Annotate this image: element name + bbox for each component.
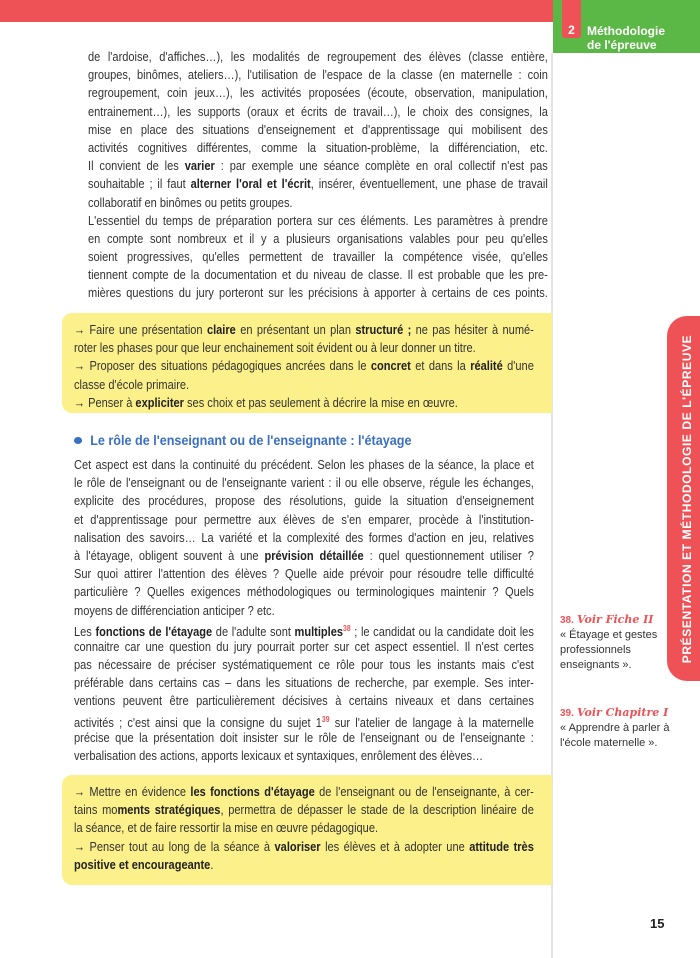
- text-line: [74, 638, 534, 656]
- text-line: [74, 674, 534, 692]
- text-segment: tains mo: [74, 802, 118, 818]
- text-segment: mières questions du jury porteront sur les précisions à apporter à certains de ces points.: [88, 285, 548, 301]
- footnote-marker: 38: [343, 623, 351, 633]
- text-line: [88, 121, 548, 139]
- text-line: [74, 711, 534, 729]
- text-segment: d'une: [502, 358, 534, 374]
- text-segment: le rôle de l'enseignant ou de l'enseignante varient : il ou elle observe, régule les échanges,: [74, 475, 534, 491]
- text-segment: connaitre car une question du jury pourrait porter sur cet aspect essentiel. Il n'est certes: [74, 638, 534, 654]
- text-line: [74, 729, 534, 747]
- text-segment: particulière ? Quelles exigences méthodologiques ou terminologiques maintenir ? Quels: [74, 584, 534, 600]
- text-segment: ; le candidat ou la candidate doit les: [350, 623, 534, 639]
- emphasis-text: concret: [370, 358, 411, 374]
- text-segment: Les: [74, 623, 96, 639]
- text-line: [74, 656, 534, 674]
- emphasis-text: multiples: [294, 623, 344, 639]
- page-number: 15: [650, 916, 665, 931]
- text-segment: verbalisation des actions, apports lexicaux et syntaxiques, enrôlement des élèves…: [74, 748, 484, 763]
- text-line: [88, 212, 548, 230]
- text-line: [74, 783, 534, 801]
- text-line: [88, 248, 548, 266]
- text-segment: pas nécessaire de préciser systématiquement ce rôle pour tous les instants mais c'est: [74, 657, 534, 673]
- text-segment: soient progressives, qu'elles permettent de travailler la compétence visée, qu'elles: [88, 249, 548, 265]
- emphasis-text: varier: [184, 158, 215, 174]
- emphasis-text: réalité: [470, 358, 503, 374]
- text-line: [88, 194, 548, 212]
- text-segment: de l'adulte sont: [212, 623, 295, 639]
- text-segment: et d'apprentissage pour permettre aux élèves de s'en emparer, procède à l'institution-: [74, 511, 534, 527]
- emphasis-text: prévision détaillée: [264, 547, 364, 563]
- text-segment: → Faire une présentation: [74, 322, 207, 337]
- text-segment: , insérer, éventuellement, une phase de travail: [310, 176, 548, 192]
- chapter-number: 2: [562, 0, 581, 38]
- text-segment: activités cognitives différentes, comme la situation-problème, la différenciation, etc.: [88, 139, 548, 155]
- text-line: [74, 602, 534, 620]
- text-segment: explicite des procédures, propose des résolutions, guide la situation d'enseignement: [74, 493, 534, 509]
- text-segment: les élèves et à adopter une: [320, 838, 470, 854]
- note-text: « Apprendre à parler à l'école maternelle ».: [560, 722, 670, 749]
- intro-paragraphs: [88, 48, 629, 303]
- emphasis-text: claire: [206, 322, 236, 337]
- text-segment: regroupement, coin jeux…), les activités proposées (écoute, observation, manipulation,: [88, 85, 548, 101]
- bullet-icon: [74, 437, 82, 444]
- text-line: [88, 266, 548, 284]
- text-line: [74, 321, 534, 339]
- text-line: [88, 84, 548, 102]
- chapter-title-line2: de l'épreuve: [587, 38, 657, 52]
- note-number: 38.: [560, 615, 574, 626]
- emphasis-text: ments stratégiques: [117, 802, 221, 818]
- text-line: [88, 139, 548, 157]
- text-line: [88, 157, 548, 175]
- chapter-title-line1: Méthodologie: [587, 24, 665, 38]
- section-side-tab: [667, 316, 700, 681]
- text-segment: Il convient de les: [88, 158, 185, 174]
- text-segment: L'essentiel du temps de préparation portera sur ces éléments. Les paramètres à prendre: [88, 212, 548, 228]
- text-line: [88, 284, 548, 302]
- top-color-bar: [0, 0, 553, 22]
- section-heading: [74, 432, 411, 448]
- text-line: [74, 492, 534, 510]
- text-line: [74, 474, 534, 492]
- text-segment: ne pas hésiter à numé-: [411, 322, 534, 337]
- emphasis-text: structuré ;: [355, 322, 412, 337]
- text-segment: collaboratif en binômes ou petits groupes.: [88, 194, 293, 210]
- text-segment: préférable dans certains cas – dans les situations de recherche, par exemple. Ses inter-: [74, 675, 534, 691]
- text-segment: à l'étayage, obligent souvent à une: [74, 547, 265, 563]
- text-segment: moyens de différenciation anticiper ? etc.: [74, 602, 275, 618]
- text-segment: en compte sont nombreux et il y a plusieurs organisations valables pour peu qu'elles: [88, 230, 548, 246]
- text-segment: souhaitable ; il faut: [88, 176, 191, 192]
- text-segment: classe d'école primaire.: [74, 376, 190, 392]
- text-line: [74, 357, 534, 375]
- text-segment: de l'enseignant ou de l'enseignante, à cer-: [314, 784, 534, 799]
- margin-note-38: [560, 612, 670, 673]
- text-line: [74, 394, 534, 412]
- text-segment: Cet aspect est dans la continuité du précédent. Selon les phases de la séance, la place et: [74, 457, 534, 472]
- emphasis-text: positive et encourageante: [74, 856, 211, 872]
- text-segment: ses choix et pas seulement à décrire la mise en œuvre.: [183, 394, 458, 410]
- text-line: [88, 48, 548, 66]
- side-tab-label: PRÉSENTATION ET MÉTHODOLOGIE DE L'ÉPREUVE: [680, 334, 694, 663]
- note-reference-link[interactable]: Voir Fiche II: [576, 613, 654, 626]
- text-line: [74, 838, 534, 856]
- emphasis-text: valoriser: [274, 838, 321, 854]
- emphasis-text: les fonctions d'étayage: [190, 784, 315, 799]
- body-paragraphs: [74, 456, 615, 765]
- text-line: [74, 692, 534, 710]
- footnote-marker: 39: [321, 714, 330, 724]
- text-segment: Sur quoi attirer l'attention des élèves ? Quelle aide prévoir pour résoudre telle difficulté: [74, 566, 534, 582]
- text-segment: .: [210, 856, 214, 872]
- text-line: [74, 620, 534, 638]
- text-segment: tiennent compte de la documentation et du niveau de classe. Il est probable que les pre-: [88, 267, 548, 283]
- text-segment: mise en place des situations d'enseignement et d'apprentissage qui mobilisent des: [88, 121, 548, 137]
- text-line: [74, 547, 534, 565]
- text-line: [88, 66, 548, 84]
- text-line: [88, 175, 548, 193]
- text-segment: : quel questionnement utiliser ?: [363, 547, 534, 563]
- text-line: [74, 856, 534, 874]
- note-number: 39.: [560, 708, 574, 719]
- text-segment: la séance, et de faire ressortir la mise en œuvre pédagogique.: [74, 820, 379, 836]
- text-line: [74, 583, 534, 601]
- text-segment: de l'ardoise, d'affiches…), les modalités de regroupement des élèves (classe entière,: [88, 49, 548, 64]
- emphasis-text: fonctions de l'étayage: [95, 623, 213, 639]
- text-segment: roter les phases pour que leur enchainement soit évident ou à leur donner un titre.: [74, 340, 476, 356]
- text-segment: précise que la présentation doit insister sur le rôle de l'enseignant ou de l'enseignante :: [74, 729, 534, 745]
- text-segment: → Penser tout au long de la séance à: [74, 838, 275, 854]
- emphasis-text: alterner l'oral et l'écrit: [190, 176, 311, 192]
- text-segment: → Mettre en évidence: [74, 784, 191, 799]
- text-line: [74, 376, 534, 394]
- note-reference-link[interactable]: Voir Chapitre I: [576, 706, 669, 719]
- text-line: [74, 529, 534, 547]
- text-line: [74, 801, 534, 819]
- text-segment: et dans la: [410, 358, 471, 374]
- text-line: [74, 511, 534, 529]
- tips-list-1: [74, 321, 615, 412]
- text-segment: entrainement…), les supports (oraux et écrits de travail…), le choix des consignes, la: [88, 103, 548, 119]
- text-segment: sur l'atelier de langage à la maternelle: [329, 714, 534, 730]
- text-segment: activités ; c'est ainsi que la consigne du sujet 1: [74, 714, 322, 730]
- text-line: [74, 339, 534, 357]
- note-text: « Étayage et gestes professionnels enseignants ».: [560, 629, 658, 671]
- text-line: [74, 819, 534, 837]
- emphasis-text: expliciter: [135, 394, 184, 410]
- text-segment: : par exemple une séance complète en oral collectif n'est pas: [214, 158, 548, 174]
- emphasis-text: attitude très: [469, 838, 534, 854]
- text-segment: → Proposer des situations pédagogiques ancrées dans le: [74, 358, 371, 374]
- text-line: [88, 230, 548, 248]
- text-line: [74, 565, 534, 583]
- text-segment: groupes, binômes, ateliers…), l'utilisation de l'espace de la classe (en maternelle : coin: [88, 67, 548, 83]
- text-line: [88, 103, 548, 121]
- section-heading-text: Le rôle de l'enseignant ou de l'enseignante : l'étayage: [90, 432, 412, 448]
- text-line: [74, 456, 534, 474]
- margin-note-39: [560, 705, 670, 751]
- text-segment: en présentant un plan: [235, 322, 356, 337]
- text-segment: , permettra de dépasser le stade de la description linéaire de: [220, 802, 534, 818]
- text-segment: → Penser à: [74, 394, 136, 410]
- text-line: [74, 747, 534, 765]
- tips-list-2: [74, 783, 615, 874]
- text-segment: ventions peuvent être particulièrement décisives à certains niveaux et dans certaines: [74, 693, 534, 709]
- text-segment: nalisation des savoirs… La variété et la complexité des formes d'action en jeu, relatives: [74, 529, 534, 545]
